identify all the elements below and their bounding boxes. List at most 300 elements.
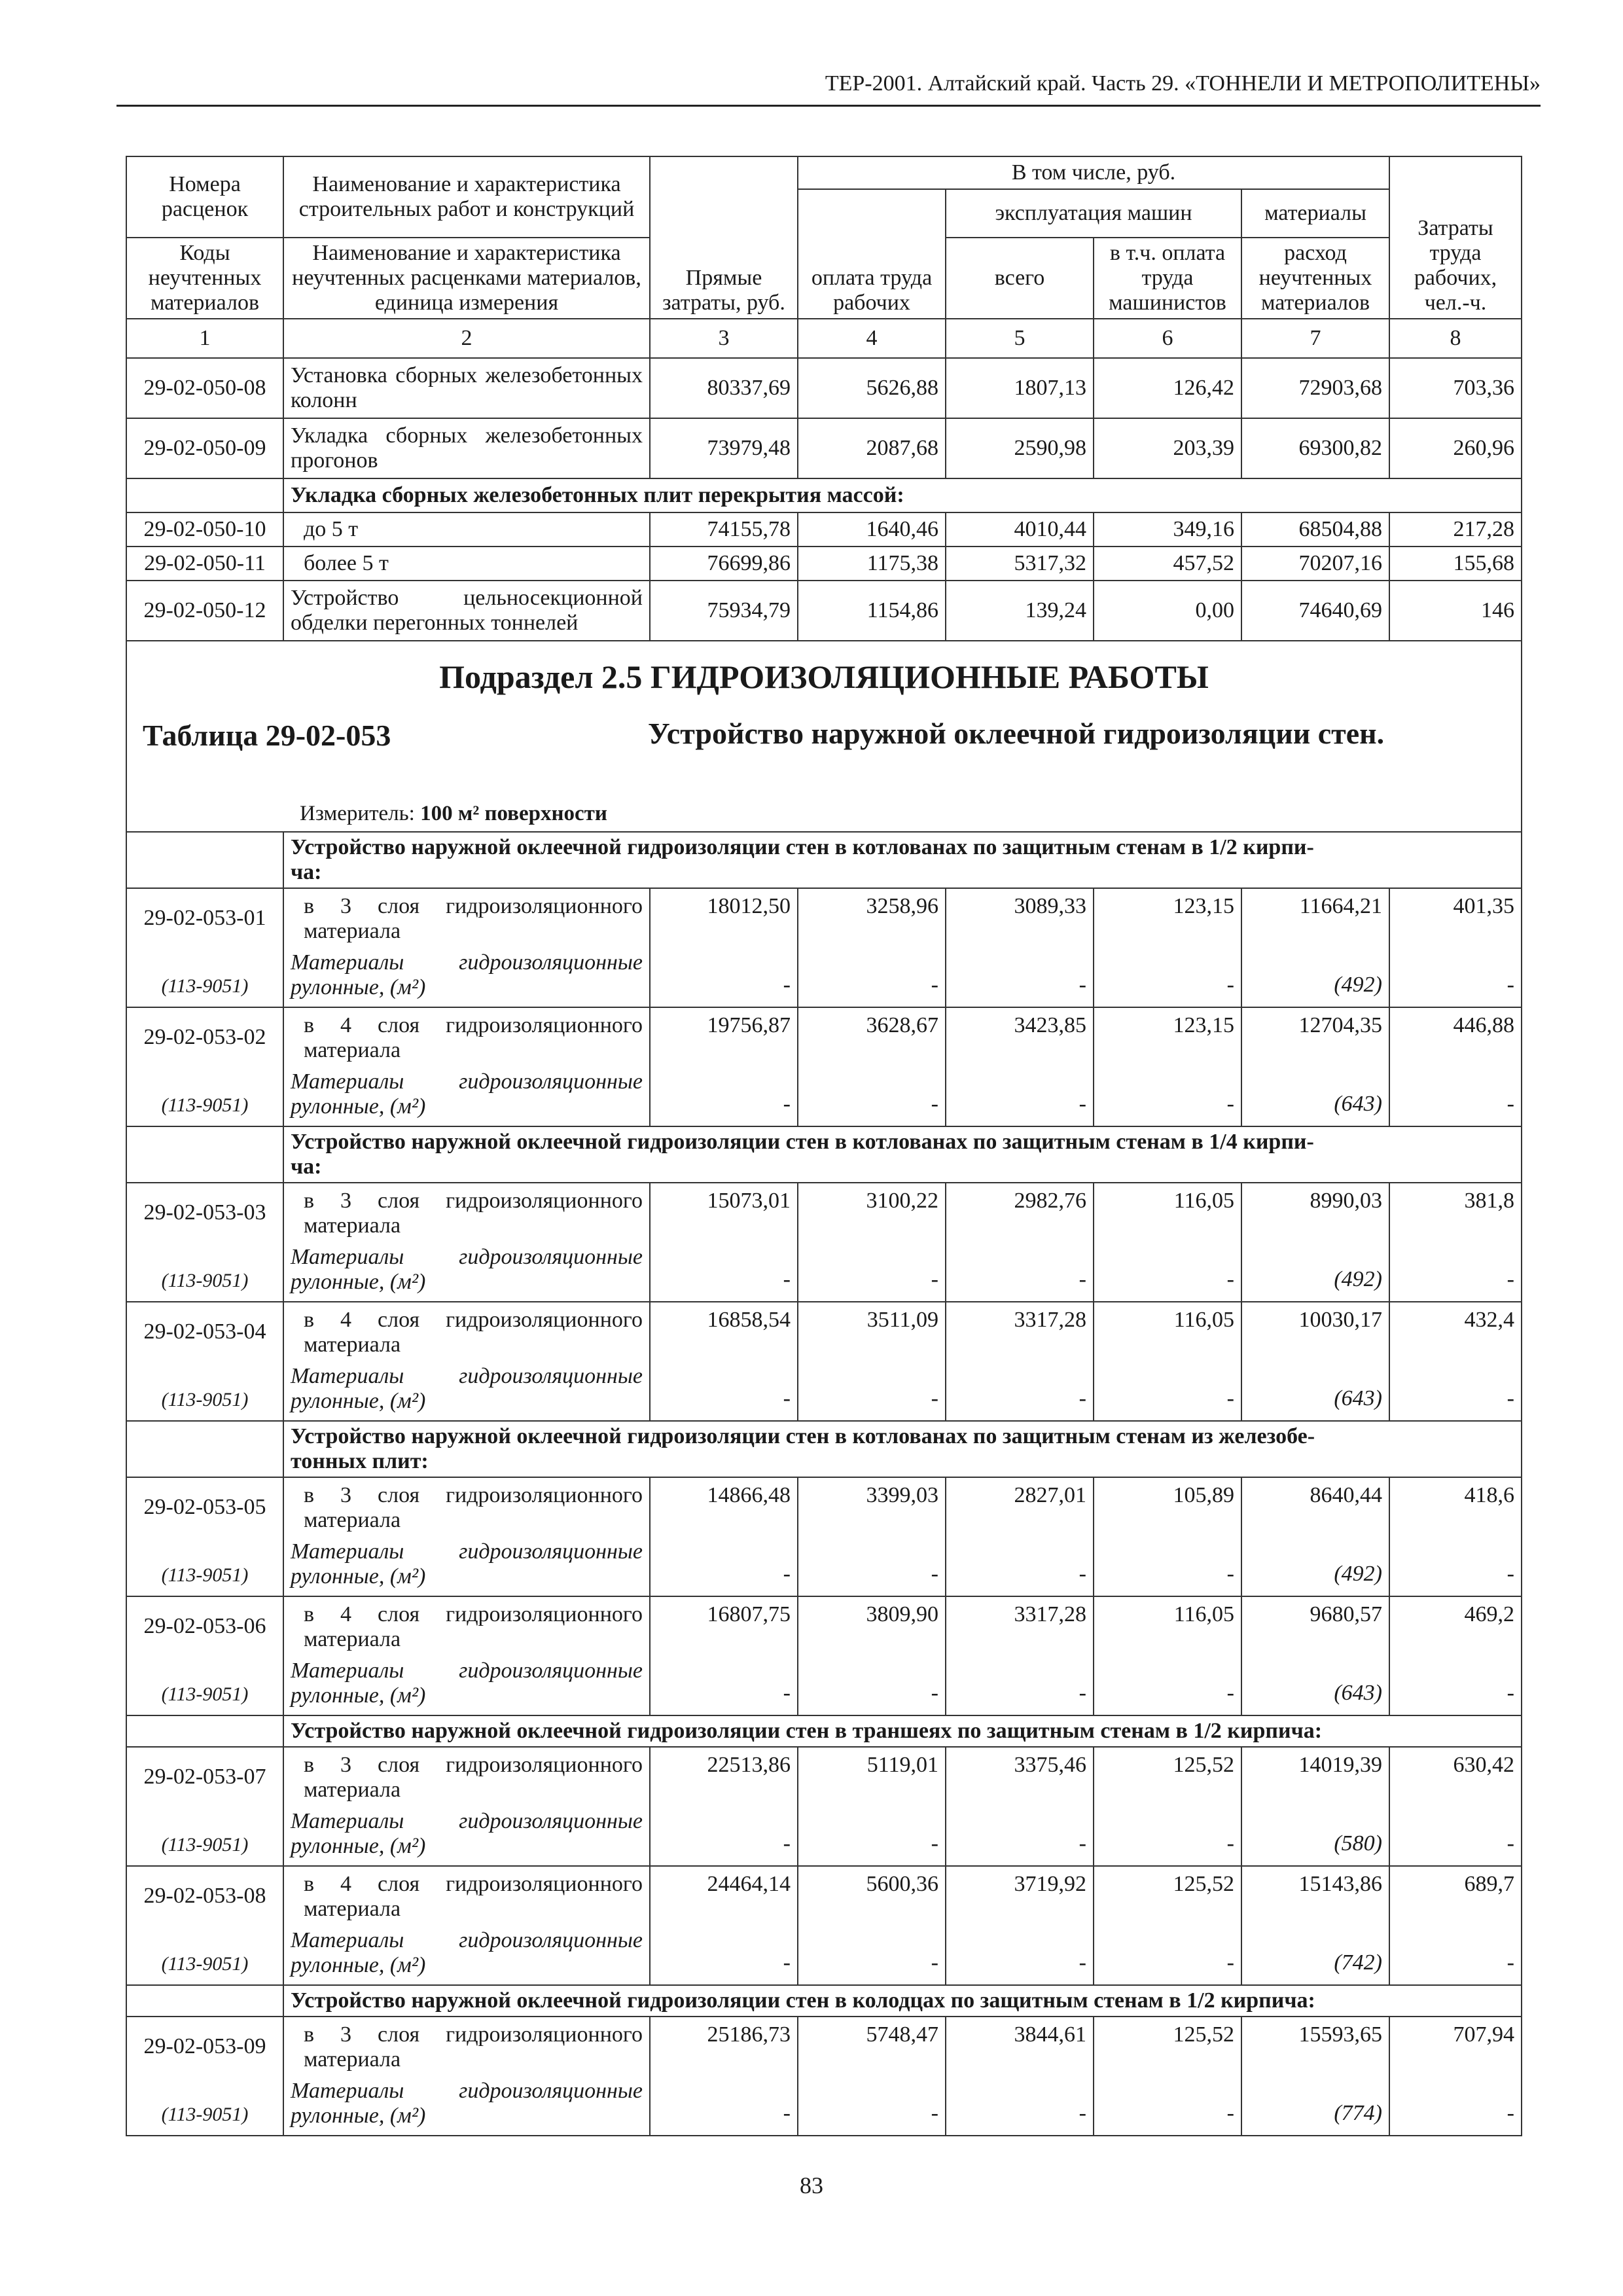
machinists-wages-material-dash: - xyxy=(1226,1386,1234,1410)
header-labor: Затраты труда рабочих, чел.-ч. xyxy=(1389,156,1522,319)
header-materials: материалы xyxy=(1241,189,1389,238)
machines-total-material-dash: - xyxy=(1079,1831,1086,1856)
labor: 432,4 xyxy=(1464,1308,1514,1332)
code-cell xyxy=(126,2017,283,2136)
machines-total: 3844,61 xyxy=(1014,2022,1086,2047)
code-cell xyxy=(126,1596,283,1715)
group-title-line: ча: xyxy=(291,1155,322,1179)
machinists-wages: 116,05 xyxy=(1173,1308,1234,1332)
material-quantity: (492) xyxy=(1334,973,1382,997)
material-quantity: (774) xyxy=(1334,2101,1382,2125)
direct-costs: 14866,48 xyxy=(707,1483,791,1507)
table-header-row-1 xyxy=(126,156,1522,189)
direct-costs-material-dash: - xyxy=(783,2101,791,2125)
wages-material-dash: - xyxy=(931,1562,938,1586)
direct-costs: 74155,78 xyxy=(650,512,798,547)
groups-body xyxy=(126,832,1522,2136)
wages: 3511,09 xyxy=(866,1308,938,1332)
wages: 1640,46 xyxy=(798,512,946,547)
wages-cell xyxy=(798,2017,946,2136)
direct-costs-material-dash: - xyxy=(783,1681,791,1705)
name-cell xyxy=(283,1747,650,1866)
material-code: (113-9051) xyxy=(161,1953,249,1975)
group-title xyxy=(283,832,1522,888)
labor-cell xyxy=(1389,1866,1522,1985)
labor: 418,6 xyxy=(1464,1483,1514,1507)
empty-cell xyxy=(126,1985,283,2017)
machines-total: 139,24 xyxy=(946,581,1094,641)
material-quantity: (492) xyxy=(1334,1267,1382,1291)
material-name: Материалы гидроизоляционные рулонные, (м²) xyxy=(291,1364,643,1413)
group-title-line: ча: xyxy=(291,860,322,884)
work-name: в 4 слоя гидроизоляционного материала xyxy=(304,1602,643,1651)
machinists-wages: 123,15 xyxy=(1173,894,1234,918)
direct-costs: 75934,79 xyxy=(650,581,798,641)
direct-costs: 24464,14 xyxy=(707,1872,791,1896)
material-name: Материалы гидроизоляционные рулонные, (м²) xyxy=(291,1659,643,1708)
wages-cell xyxy=(798,1477,946,1596)
group-header-row xyxy=(126,832,1522,888)
work-name: в 3 слоя гидроизоляционного материала xyxy=(304,1189,643,1238)
direct-costs-material-dash: - xyxy=(783,1386,791,1410)
machines-total: 3317,28 xyxy=(1014,1602,1086,1626)
direct-costs-cell xyxy=(650,2017,798,2136)
rate-code: 29-02-053-06 xyxy=(143,1614,266,1638)
code-cell xyxy=(126,1747,283,1866)
table-row xyxy=(126,1477,1522,1596)
measure-prefix: Измеритель: xyxy=(300,802,415,825)
machinists-wages: 0,00 xyxy=(1094,581,1241,641)
wages: 2087,68 xyxy=(798,418,946,478)
direct-costs-material-dash: - xyxy=(783,1562,791,1586)
machinists-wages: 116,05 xyxy=(1173,1189,1234,1213)
direct-costs-material-dash: - xyxy=(783,973,791,997)
materials: 15143,86 xyxy=(1298,1872,1382,1896)
section-header xyxy=(126,641,1522,832)
direct-costs-material-dash: - xyxy=(783,1831,791,1856)
materials: 68504,88 xyxy=(1241,512,1389,547)
labor: 630,42 xyxy=(1453,1753,1514,1777)
table-title: Устройство наружной оклеечной гидроизоляции стен. xyxy=(648,717,1385,750)
work-name: в 4 слоя гидроизоляционного материала xyxy=(304,1013,643,1062)
machinists-wages-material-dash: - xyxy=(1226,1267,1234,1291)
column-numbers-row xyxy=(126,319,1522,358)
work-name: в 4 слоя гидроизоляционного материала xyxy=(304,1872,643,1921)
direct-costs-material-dash: - xyxy=(783,1092,791,1116)
machines-total-material-dash: - xyxy=(1079,1267,1086,1291)
material-quantity: (580) xyxy=(1334,1831,1382,1856)
code-cell xyxy=(126,1183,283,1302)
machinists-wages: 125,52 xyxy=(1173,2022,1234,2047)
group-title xyxy=(283,1126,1522,1183)
machinists-wages-cell xyxy=(1094,1183,1241,1302)
material-name: Материалы гидроизоляционные рулонные, (м²) xyxy=(291,1069,643,1119)
code-cell xyxy=(126,1866,283,1985)
name-cell xyxy=(283,1183,650,1302)
materials: 74640,69 xyxy=(1241,581,1389,641)
machinists-wages-material-dash: - xyxy=(1226,2101,1234,2125)
material-code: (113-9051) xyxy=(161,1834,249,1856)
machinists-wages-cell xyxy=(1094,1477,1241,1596)
machines-total: 5317,32 xyxy=(946,547,1094,581)
wages-material-dash: - xyxy=(931,1681,938,1705)
column-number: 5 xyxy=(946,319,1094,358)
section-header-row xyxy=(126,641,1522,832)
wages-material-dash: - xyxy=(931,1267,938,1291)
labor-material-dash: - xyxy=(1507,1267,1514,1291)
machines-total-material-dash: - xyxy=(1079,1092,1086,1116)
machines-total-cell xyxy=(946,2017,1094,2136)
labor: 217,28 xyxy=(1389,512,1522,547)
machines-total: 2982,76 xyxy=(1014,1189,1086,1213)
direct-costs: 25186,73 xyxy=(707,2022,791,2047)
machines-total-material-dash: - xyxy=(1079,1681,1086,1705)
work-name: Укладка сборных железобетонных прогонов xyxy=(283,418,650,478)
machinists-wages-material-dash: - xyxy=(1226,973,1234,997)
material-name: Материалы гидроизоляционные рулонные, (м²) xyxy=(291,2079,643,2128)
name-cell xyxy=(283,1477,650,1596)
table-row xyxy=(126,547,1522,581)
name-cell xyxy=(283,1866,650,1985)
rate-code: 29-02-050-09 xyxy=(126,418,283,478)
machinists-wages-material-dash: - xyxy=(1226,1831,1234,1856)
wages: 1154,86 xyxy=(798,581,946,641)
group-title xyxy=(283,1715,1522,1747)
page-number: 83 xyxy=(800,2172,823,2198)
name-cell xyxy=(283,1302,650,1421)
machinists-wages: 116,05 xyxy=(1173,1602,1234,1626)
labor-material-dash: - xyxy=(1507,1831,1514,1856)
wages-cell xyxy=(798,1007,946,1126)
machinists-wages-material-dash: - xyxy=(1226,1950,1234,1975)
materials: 8640,44 xyxy=(1310,1483,1382,1507)
materials-cell xyxy=(1241,1596,1389,1715)
table-row xyxy=(126,1007,1522,1126)
empty-cell xyxy=(126,478,283,512)
table-row xyxy=(126,418,1522,478)
work-name: в 3 слоя гидроизоляционного материала xyxy=(304,1753,643,1802)
labor: 401,35 xyxy=(1453,894,1514,918)
direct-costs-cell xyxy=(650,1477,798,1596)
direct-costs-material-dash: - xyxy=(783,1267,791,1291)
materials: 72903,68 xyxy=(1241,358,1389,418)
group-title-line: Устройство наружной оклеечной гидроизоляции стен в котлованах по защитным стенам в 1/4 кирпи- xyxy=(291,1130,1314,1154)
direct-costs: 73979,48 xyxy=(650,418,798,478)
column-number: 7 xyxy=(1241,319,1389,358)
materials-cell xyxy=(1241,1007,1389,1126)
table-row xyxy=(126,1596,1522,1715)
machines-total: 3089,33 xyxy=(1014,894,1086,918)
name-cell xyxy=(283,888,650,1007)
group-header-row xyxy=(126,1715,1522,1747)
group-title xyxy=(283,1985,1522,2017)
header-material-codes: Коды неучтенных материалов xyxy=(126,238,283,319)
rate-code: 29-02-053-01 xyxy=(143,906,266,930)
labor-material-dash: - xyxy=(1507,1681,1514,1705)
material-code: (113-9051) xyxy=(161,975,249,997)
material-code: (113-9051) xyxy=(161,1389,249,1410)
wages: 5600,36 xyxy=(866,1872,938,1896)
rate-code: 29-02-050-12 xyxy=(126,581,283,641)
material-name: Материалы гидроизоляционные рулонные, (м²) xyxy=(291,1245,643,1294)
name-cell xyxy=(283,2017,650,2136)
running-header: ТЕР-2001. Алтайский край. Часть 29. «ТОННЕЛИ И МЕТРОПОЛИТЕНЫ» xyxy=(116,68,1541,107)
machines-total-cell xyxy=(946,888,1094,1007)
group-header-row xyxy=(126,1985,1522,2017)
labor-material-dash: - xyxy=(1507,2101,1514,2125)
materials: 11664,21 xyxy=(1299,894,1382,918)
wages-material-dash: - xyxy=(931,1386,938,1410)
work-name: Устройство цельносекционной обделки перегонных тоннелей xyxy=(283,581,650,641)
code-cell xyxy=(126,1302,283,1421)
materials-cell xyxy=(1241,1183,1389,1302)
direct-costs: 76699,86 xyxy=(650,547,798,581)
empty-cell xyxy=(126,1126,283,1183)
labor-cell xyxy=(1389,888,1522,1007)
machinists-wages: 105,89 xyxy=(1173,1483,1234,1507)
materials-cell xyxy=(1241,2017,1389,2136)
rate-code: 29-02-053-05 xyxy=(143,1495,266,1519)
group-title xyxy=(283,1421,1522,1477)
direct-costs: 19756,87 xyxy=(707,1013,791,1037)
labor-cell xyxy=(1389,1183,1522,1302)
machinists-wages-material-dash: - xyxy=(1226,1562,1234,1586)
machinists-wages-material-dash: - xyxy=(1226,1681,1234,1705)
labor-cell xyxy=(1389,1302,1522,1421)
direct-costs-cell xyxy=(650,1866,798,1985)
labor-material-dash: - xyxy=(1507,1562,1514,1586)
machines-total: 3375,46 xyxy=(1014,1753,1086,1777)
material-quantity: (742) xyxy=(1334,1950,1382,1975)
wages: 3258,96 xyxy=(866,894,938,918)
material-quantity: (643) xyxy=(1334,1092,1382,1116)
wages-cell xyxy=(798,1866,946,1985)
materials: 69300,82 xyxy=(1241,418,1389,478)
header-direct-costs: Прямые затраты, руб. xyxy=(650,156,798,319)
machinists-wages: 125,52 xyxy=(1173,1872,1234,1896)
materials: 70207,16 xyxy=(1241,547,1389,581)
table-row xyxy=(126,888,1522,1007)
machines-total-cell xyxy=(946,1007,1094,1126)
labor-cell xyxy=(1389,1477,1522,1596)
materials-cell xyxy=(1241,888,1389,1007)
machines-total: 4010,44 xyxy=(946,512,1094,547)
machines-total: 1807,13 xyxy=(946,358,1094,418)
wages: 5119,01 xyxy=(866,1753,938,1777)
rate-code: 29-02-050-11 xyxy=(126,547,283,581)
machinists-wages: 349,16 xyxy=(1094,512,1241,547)
rate-code: 29-02-050-08 xyxy=(126,358,283,418)
material-name: Материалы гидроизоляционные рулонные, (м²) xyxy=(291,1539,643,1588)
code-cell xyxy=(126,888,283,1007)
code-cell xyxy=(126,1007,283,1126)
machinists-wages-material-dash: - xyxy=(1226,1092,1234,1116)
header-machines: эксплуатация машин xyxy=(946,189,1241,238)
machines-total-material-dash: - xyxy=(1079,1950,1086,1975)
header-material-names: Наименование и характеристика неучтенных расценками материалов, единица измерения xyxy=(283,238,650,319)
wages-material-dash: - xyxy=(931,1831,938,1856)
header-rate-number: Номера расценок xyxy=(126,156,283,238)
empty-cell xyxy=(126,832,283,888)
machinists-wages: 457,52 xyxy=(1094,547,1241,581)
materials-cell xyxy=(1241,1866,1389,1985)
header-in-total: В том числе, руб. xyxy=(798,156,1389,189)
material-quantity: (643) xyxy=(1334,1386,1382,1410)
machines-total-material-dash: - xyxy=(1079,1562,1086,1586)
material-code: (113-9051) xyxy=(161,2104,249,2125)
wages-cell xyxy=(798,1183,946,1302)
labor: 146 xyxy=(1389,581,1522,641)
table-row xyxy=(126,1302,1522,1421)
direct-costs-cell xyxy=(650,1596,798,1715)
column-number: 3 xyxy=(650,319,798,358)
machinists-wages-cell xyxy=(1094,1747,1241,1866)
group-title: Укладка сборных железобетонных плит перекрытия массой: xyxy=(283,478,1522,512)
column-number: 1 xyxy=(126,319,283,358)
group-title-line: Устройство наружной оклеечной гидроизоляции стен в котлованах по защитным стенам в 1/2 кирпи- xyxy=(291,835,1314,859)
wages-cell xyxy=(798,1596,946,1715)
table-row xyxy=(126,2017,1522,2136)
empty-cell xyxy=(126,1715,283,1747)
wages: 3100,22 xyxy=(866,1189,938,1213)
direct-costs-material-dash: - xyxy=(783,1950,791,1975)
direct-costs: 15073,01 xyxy=(707,1189,791,1213)
work-name: в 3 слоя гидроизоляционного материала xyxy=(304,894,643,943)
material-code: (113-9051) xyxy=(161,1270,249,1291)
rate-code: 29-02-053-02 xyxy=(143,1025,266,1049)
materials: 10030,17 xyxy=(1298,1308,1382,1332)
direct-costs-cell xyxy=(650,1007,798,1126)
header-machines-total: всего xyxy=(946,238,1094,319)
material-quantity: (643) xyxy=(1334,1681,1382,1705)
measure-unit xyxy=(143,801,1505,826)
labor: 469,2 xyxy=(1464,1602,1514,1626)
table-row xyxy=(126,1866,1522,1985)
machines-total-cell xyxy=(946,1747,1094,1866)
labor: 155,68 xyxy=(1389,547,1522,581)
machinists-wages-cell xyxy=(1094,888,1241,1007)
materials: 9680,57 xyxy=(1310,1602,1382,1626)
work-name: в 3 слоя гидроизоляционного материала xyxy=(304,1483,643,1532)
material-code: (113-9051) xyxy=(161,1564,249,1586)
labor: 703,36 xyxy=(1389,358,1522,418)
wages: 3399,03 xyxy=(866,1483,938,1507)
machinists-wages-cell xyxy=(1094,1866,1241,1985)
direct-costs: 16807,75 xyxy=(707,1602,791,1626)
machinists-wages-cell xyxy=(1094,1007,1241,1126)
machines-total-cell xyxy=(946,1866,1094,1985)
rate-code: 29-02-053-09 xyxy=(143,2034,266,2058)
table-label: Таблица 29-02-053 xyxy=(143,719,391,752)
section-title: Подраздел 2.5 ГИДРОИЗОЛЯЦИОННЫЕ РАБОТЫ xyxy=(439,658,1209,695)
labor: 707,94 xyxy=(1453,2022,1514,2047)
direct-costs-cell xyxy=(650,888,798,1007)
materials: 12704,35 xyxy=(1298,1013,1382,1037)
work-name: более 5 т xyxy=(283,547,650,581)
wages-cell xyxy=(798,1302,946,1421)
labor: 260,96 xyxy=(1389,418,1522,478)
direct-costs: 22513,86 xyxy=(707,1753,791,1777)
table-row xyxy=(126,358,1522,418)
work-name: в 4 слоя гидроизоляционного материала xyxy=(304,1308,643,1357)
header-materials-unaccounted: расход неучтенных материалов xyxy=(1241,238,1389,319)
direct-costs-cell xyxy=(650,1302,798,1421)
machinists-wages: 123,15 xyxy=(1173,1013,1234,1037)
machinists-wages: 203,39 xyxy=(1094,418,1241,478)
column-number: 4 xyxy=(798,319,946,358)
machines-total-cell xyxy=(946,1596,1094,1715)
materials: 8990,03 xyxy=(1310,1189,1382,1213)
measure-value: 100 м² поверхности xyxy=(420,802,607,825)
column-number: 2 xyxy=(283,319,650,358)
labor: 446,88 xyxy=(1453,1013,1514,1037)
group-title-line: Устройство наружной оклеечной гидроизоляции стен в котлованах по защитным стенам из железобе- xyxy=(291,1424,1315,1448)
direct-costs: 80337,69 xyxy=(650,358,798,418)
code-cell xyxy=(126,1477,283,1596)
labor-cell xyxy=(1389,2017,1522,2136)
machines-total: 3317,28 xyxy=(1014,1308,1086,1332)
rate-code: 29-02-053-07 xyxy=(143,1765,266,1789)
machinists-wages-cell xyxy=(1094,1596,1241,1715)
materials: 15593,65 xyxy=(1298,2022,1382,2047)
machines-total: 2590,98 xyxy=(946,418,1094,478)
direct-costs: 18012,50 xyxy=(707,894,791,918)
labor-cell xyxy=(1389,1747,1522,1866)
direct-costs-cell xyxy=(650,1183,798,1302)
labor-cell xyxy=(1389,1596,1522,1715)
machines-total-cell xyxy=(946,1302,1094,1421)
labor: 689,7 xyxy=(1464,1872,1514,1896)
rate-code: 29-02-053-03 xyxy=(143,1200,266,1225)
empty-cell xyxy=(126,1421,283,1477)
machines-total-cell xyxy=(946,1183,1094,1302)
material-code: (113-9051) xyxy=(161,1094,249,1116)
machines-total-material-dash: - xyxy=(1079,2101,1086,2125)
group-title-line: Устройство наружной оклеечной гидроизоляции стен в траншеях по защитным стенам в 1/2 кирпича: xyxy=(291,1719,1323,1743)
work-name: до 5 т xyxy=(283,512,650,547)
material-quantity: (492) xyxy=(1334,1562,1382,1586)
header-wages: оплата труда рабочих xyxy=(798,189,946,319)
table-row xyxy=(126,1183,1522,1302)
material-name: Материалы гидроизоляционные рулонные, (м²) xyxy=(291,1928,643,1977)
labor-cell xyxy=(1389,1007,1522,1126)
wages-material-dash: - xyxy=(931,2101,938,2125)
materials-cell xyxy=(1241,1747,1389,1866)
labor-material-dash: - xyxy=(1507,1092,1514,1116)
materials-cell xyxy=(1241,1302,1389,1421)
wages: 5626,88 xyxy=(798,358,946,418)
header-work-name: Наименование и характеристика строительных работ и конструкций xyxy=(283,156,650,238)
rate-code: 29-02-053-04 xyxy=(143,1319,266,1344)
machinists-wages: 125,52 xyxy=(1173,1753,1234,1777)
group-title-line: Устройство наружной оклеечной гидроизоляции стен в колодцах по защитным стенам в 1/2 кирпича: xyxy=(291,1988,1315,2013)
wages-material-dash: - xyxy=(931,973,938,997)
column-number: 6 xyxy=(1094,319,1241,358)
group-header-row xyxy=(126,1126,1522,1183)
labor-material-dash: - xyxy=(1507,1386,1514,1410)
name-cell xyxy=(283,1007,650,1126)
work-name: в 3 слоя гидроизоляционного материала xyxy=(304,2022,643,2072)
wages: 3628,67 xyxy=(866,1013,938,1037)
labor-material-dash: - xyxy=(1507,1950,1514,1975)
wages: 1175,38 xyxy=(798,547,946,581)
wages: 5748,47 xyxy=(866,2022,938,2047)
group-title-line: тонных плит: xyxy=(291,1449,429,1473)
name-cell xyxy=(283,1596,650,1715)
machinists-wages: 126,42 xyxy=(1094,358,1241,418)
wages-material-dash: - xyxy=(931,1092,938,1116)
machinists-wages-cell xyxy=(1094,2017,1241,2136)
